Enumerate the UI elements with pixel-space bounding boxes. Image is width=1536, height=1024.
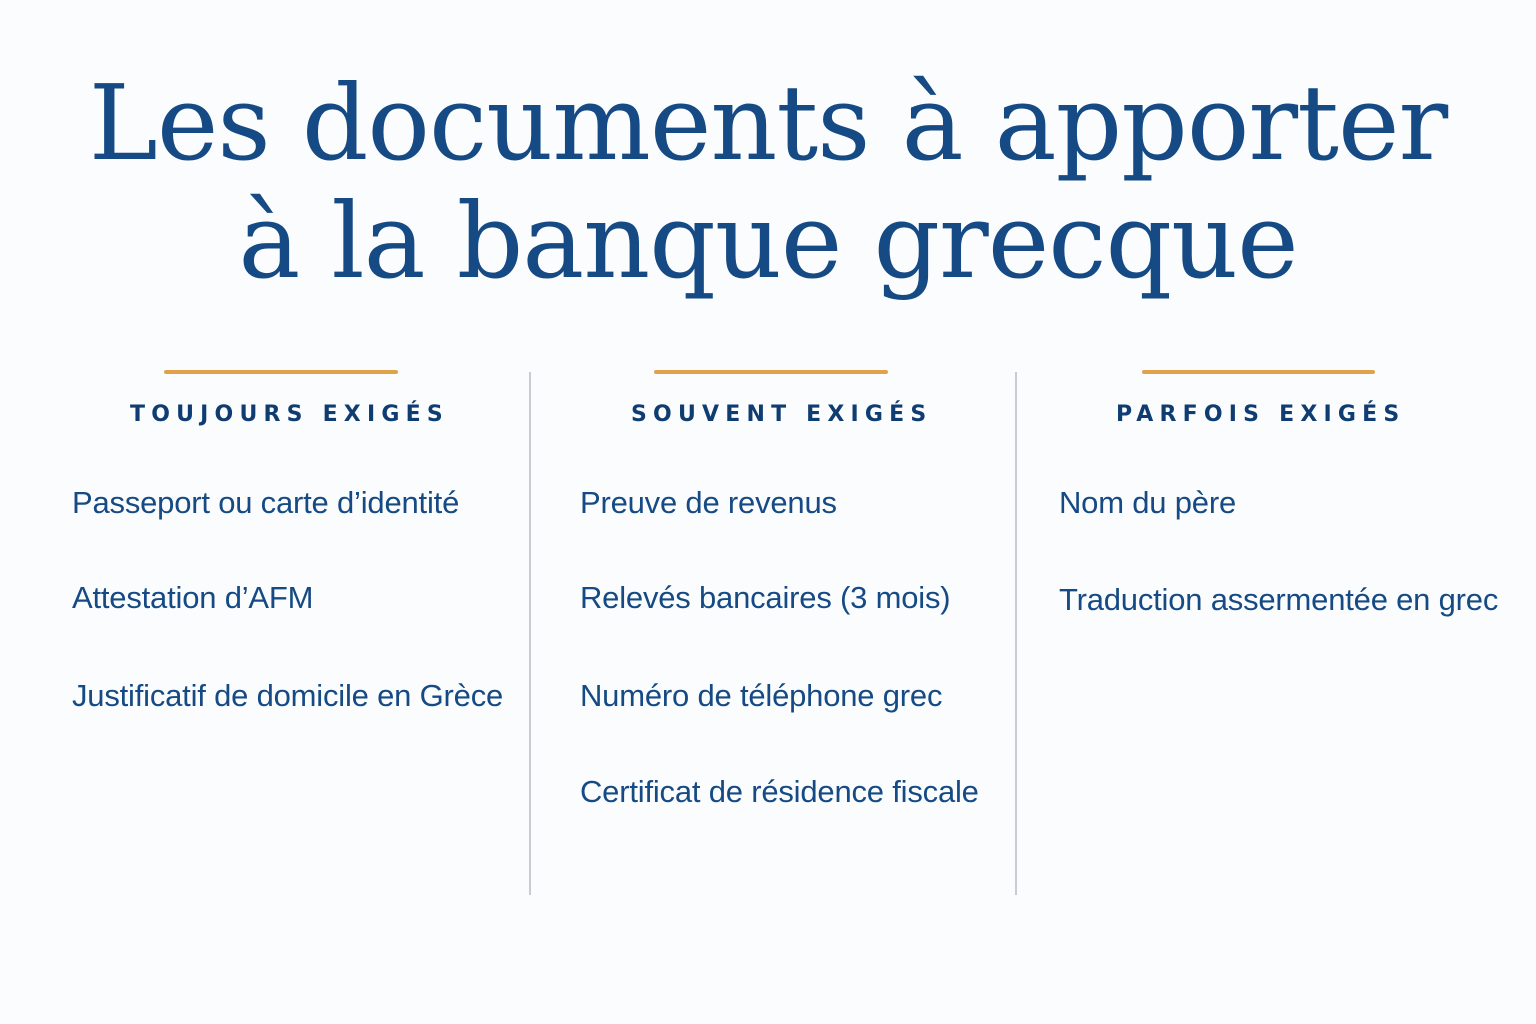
often-required-accent-line — [654, 370, 888, 374]
document-item-tax-residence-certificate: Certificat de résidence fiscale — [580, 774, 979, 809]
always-required-heading: TOUJOURS EXIGÉS — [130, 402, 449, 427]
sometimes-required-accent-line — [1142, 370, 1375, 374]
document-item-greek-phone-number: Numéro de téléphone grec — [580, 678, 943, 713]
document-item-afm-attestation: Attestation d’AFM — [72, 580, 314, 615]
document-item-passport: Passeport ou carte d’identité — [72, 485, 460, 520]
sometimes-required-column — [1017, 0, 1536, 1024]
document-item-proof-of-income: Preuve de revenus — [580, 485, 837, 520]
document-item-proof-of-address: Justificatif de domicile en Grèce — [72, 678, 504, 713]
always-required-column — [0, 0, 529, 1024]
page-title-line-1: Les documents à apporter — [88, 62, 1448, 184]
document-item-sworn-greek-translation: Traduction assermentée en grec — [1059, 582, 1499, 617]
document-item-bank-statements: Relevés bancaires (3 mois) — [580, 580, 951, 615]
page-title-line-2: à la banque grecque — [238, 180, 1298, 302]
sometimes-required-heading: PARFOIS EXIGÉS — [1116, 402, 1406, 427]
often-required-heading: SOUVENT EXIGÉS — [631, 402, 933, 427]
document-item-father-name: Nom du père — [1059, 485, 1237, 520]
often-required-column — [531, 0, 1015, 1024]
always-required-accent-line — [164, 370, 398, 374]
